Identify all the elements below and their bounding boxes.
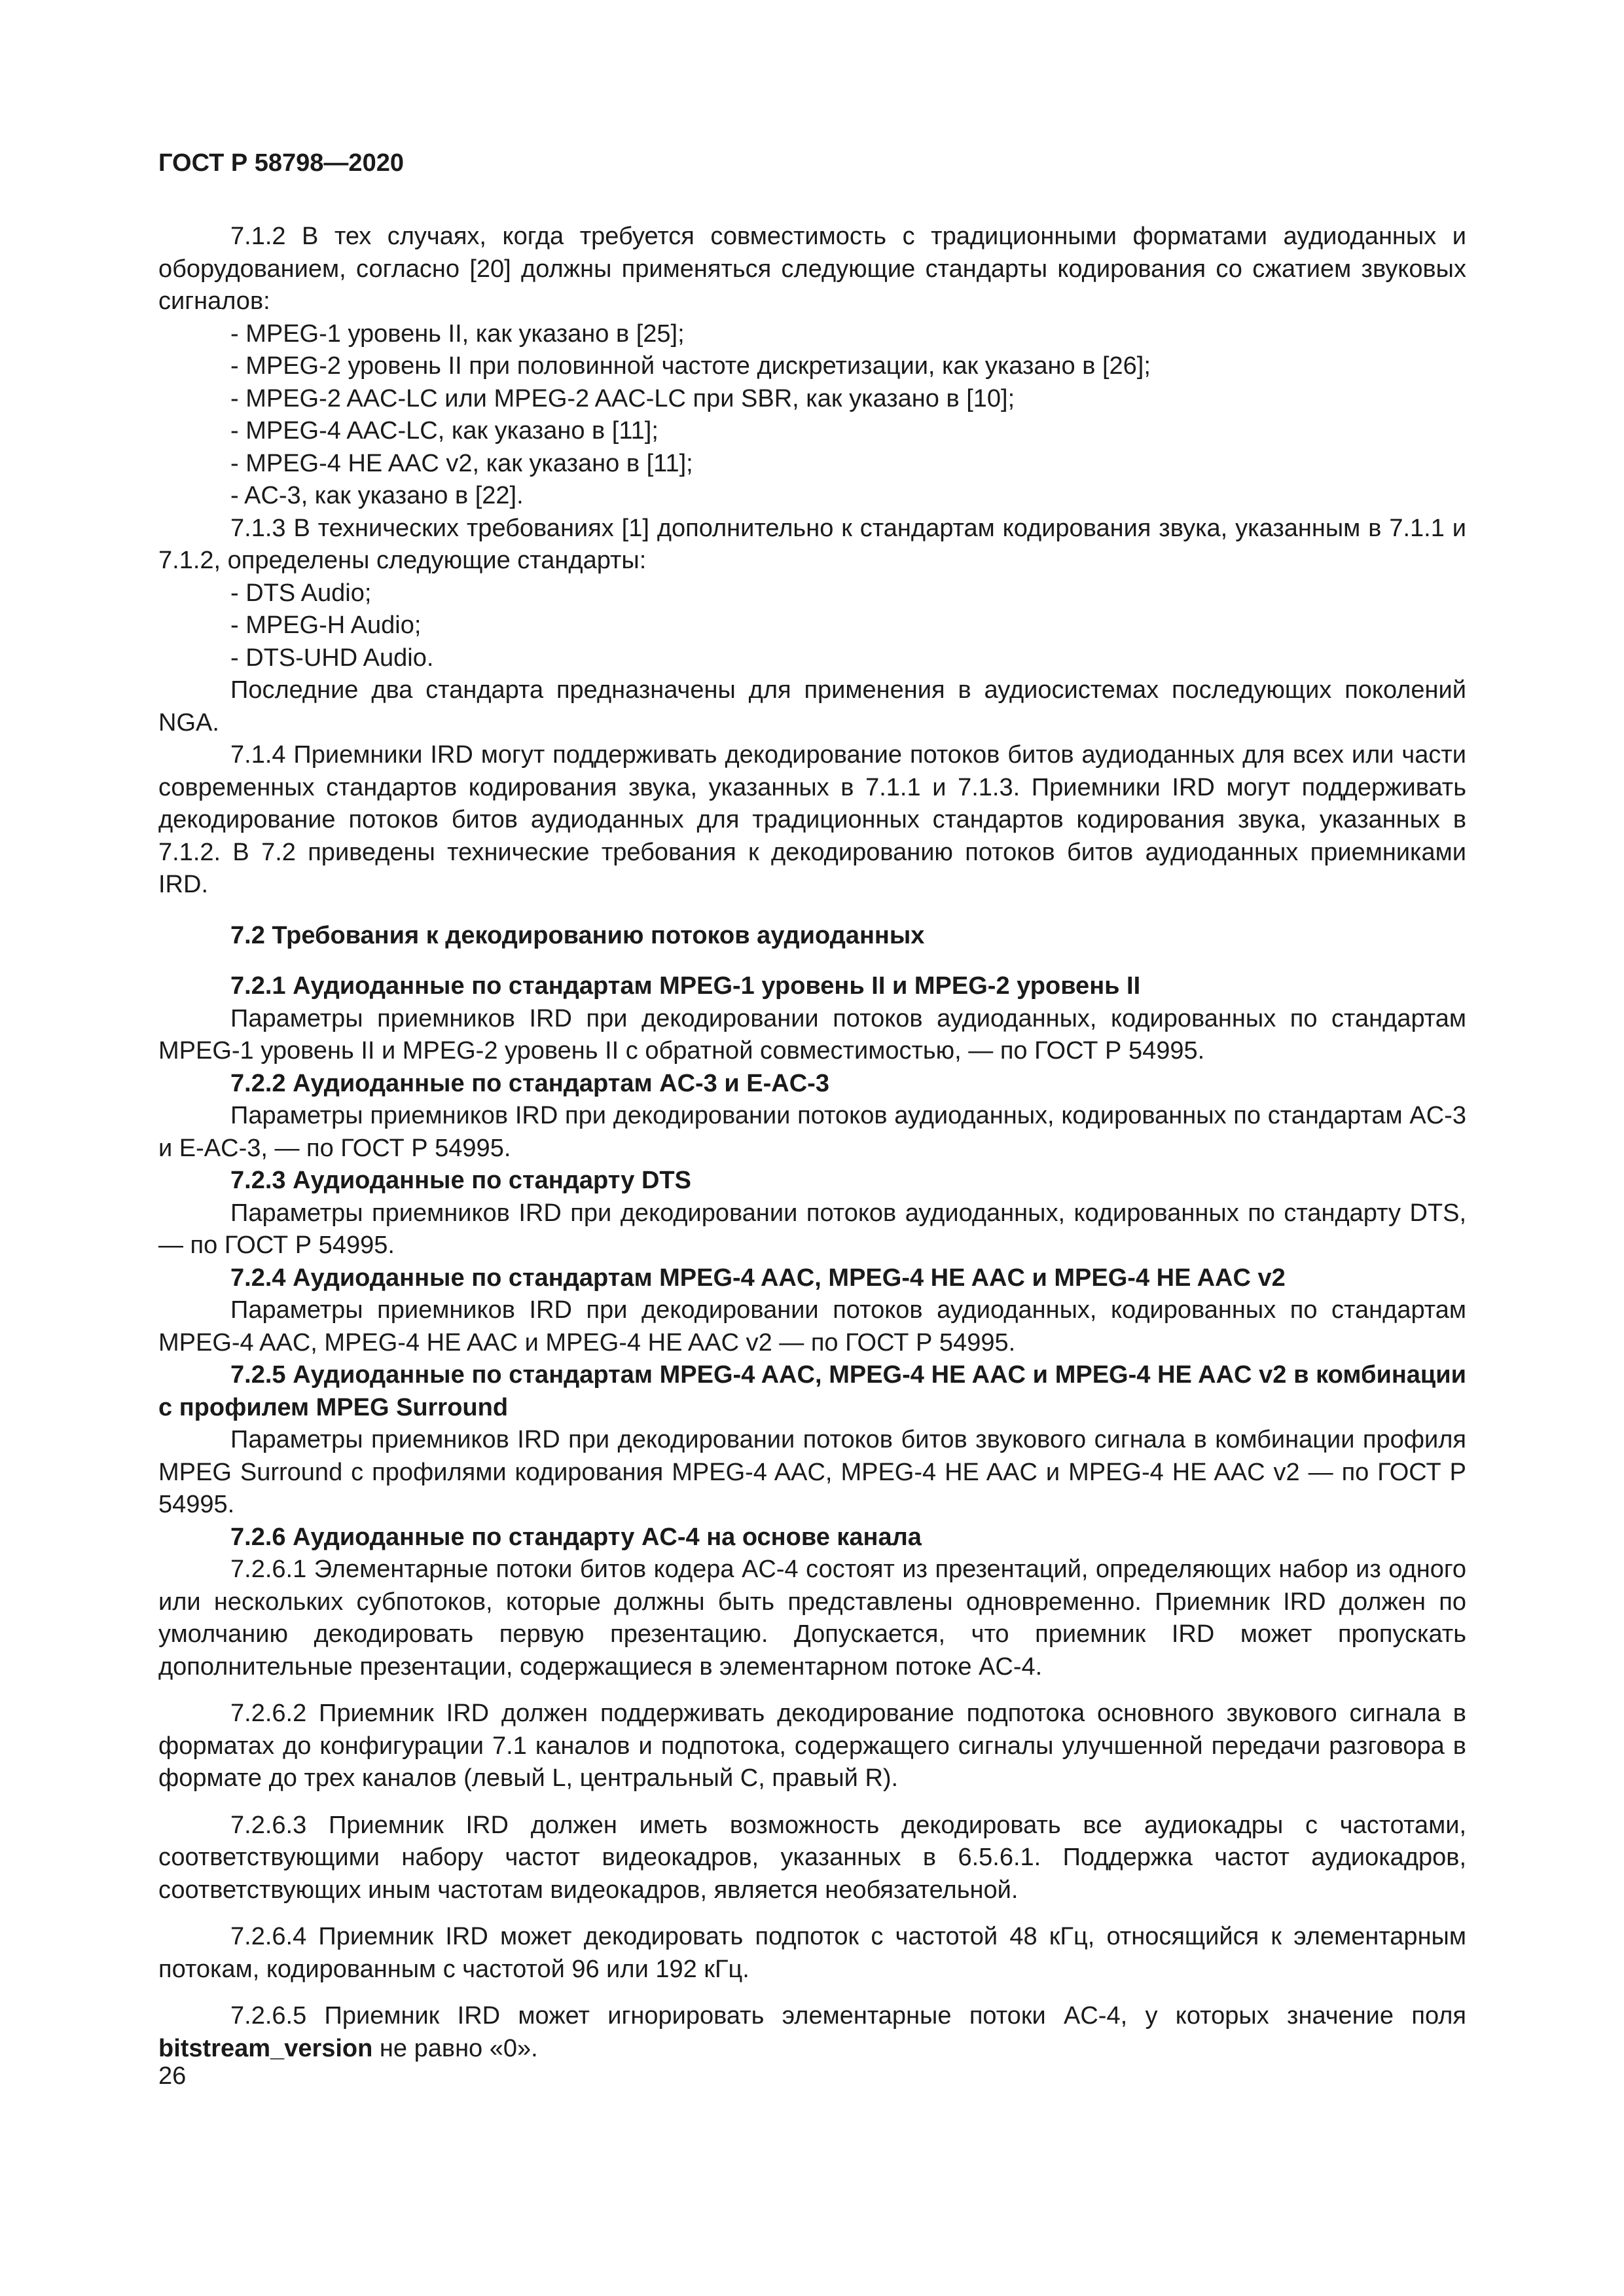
list-item: - MPEG-4 HE AAC v2, как указано в [11]; (230, 449, 693, 477)
paragraph-7-1-4: 7.1.4 Приемники IRD могут поддерживать декодирование потоков битов аудиоданных для всех или части современных стандартов кодирования звука, указанных в 7.1.1 и 7.1.3. Приемники IRD могут поддерживать декодирование потоков битов аудиоданных для традиционных стандартов кодирования звука, указанных в 7.1.2. В 7.2 приведены технические требования к декодированию потоков битов аудиоданных приемниками IRD. (158, 741, 1466, 898)
list-item: - DTS-UHD Audio. (230, 644, 434, 672)
list-item: - MPEG-1 уровень II, как указано в [25]; (230, 319, 685, 348)
subsection-heading-7-2-1: 7.2.1 Аудиоданные по стандартам MPEG-1 уровень II и MPEG-2 уровень II (230, 972, 1141, 1000)
paragraph-7-2-6-4: 7.2.6.4 Приемник IRD может декодировать подпоток с частотой 48 кГц, относящийся к элементарным потокам, кодированным с частотой 96 или 192 кГц. (158, 1923, 1466, 1983)
subsection-heading-7-2-3: 7.2.3 Аудиоданные по стандарту DTS (230, 1167, 691, 1194)
subsection-heading-7-2-2: 7.2.2 Аудиоданные по стандартам AC-3 и E-AC-3 (230, 1069, 829, 1097)
paragraph-7-2-6-5 (158, 2000, 1466, 2065)
paragraph-7-2-2: Параметры приемников IRD при декодировании потоков аудиоданных, кодированных по стандартам AC-3 и E-AC-3, — по ГОСТ Р 54995. (158, 1102, 1466, 1162)
page-body (158, 221, 1466, 2065)
paragraph-7-1-2: 7.1.2 В тех случаях, когда требуется совместимость с традиционными форматами аудиоданных и оборудованием, согласно [20] должны применяться следующие стандарты кодирования со сжатием звуковых сигналов: (158, 223, 1466, 315)
subsection-heading-7-2-6: 7.2.6 Аудиоданные по стандарту AC-4 на основе канала (230, 1523, 922, 1551)
paragraph-7-2-6-5-text-end: не равно «0». (372, 2034, 538, 2062)
section-heading-7-2: 7.2 Требования к декодированию потоков аудиоданных (230, 921, 925, 949)
document-code-header: ГОСТ Р 58798—2020 (158, 149, 404, 177)
paragraph-7-2-6-5-text-start: 7.2.6.5 Приемник IRD может игнорировать элементарные потоки AC-4, у которых значение поля (230, 2002, 1466, 2030)
list-item: - MPEG-4 AAC-LC, как указано в [11]; (230, 417, 659, 445)
page-number: 26 (158, 2062, 187, 2090)
paragraph-7-2-6-1: 7.2.6.1 Элементарные потоки битов кодера AC-4 состоят из презентаций, определяющих набор из одного или нескольких субпотоков, которые должны быть представлены одновременно. Приемник IRD должен по умолчанию декодировать первую презентацию. Допускается, что приемник IRD может пропускать дополнительные презентации, содержащиеся в элементарном потоке AC-4. (158, 1556, 1466, 1681)
list-item: - MPEG-2 AAC-LC или MPEG-2 AAC-LC при SBR, как указано в [10]; (230, 384, 1015, 412)
list-item: - AC-3, как указано в [22]. (230, 482, 524, 509)
paragraph-7-1-3: 7.1.3 В технических требованиях [1] дополнительно к стандартам кодирования звука, указанным в 7.1.1 и 7.1.2, определены следующие стандарты: (158, 514, 1466, 574)
paragraph-7-2-6-2: 7.2.6.2 Приемник IRD должен поддерживать декодирование подпотока основного звукового сигнала в форматах до конфигурации 7.1 каналов и подпотока, содержащего сигналы улучшенной передачи разговора в формате до трех каналов (левый L, центральный C, правый R). (158, 1700, 1466, 1792)
list-item: - MPEG-2 уровень II при половинной частоте дискретизации, как указано в [26]; (230, 352, 1151, 380)
paragraph-7-2-4: Параметры приемников IRD при декодировании потоков аудиоданных, кодированных по стандартам MPEG-4 AAC, MPEG-4 HE AAC и MPEG-4 HE AAC v2 — по ГОСТ Р 54995. (158, 1296, 1466, 1357)
paragraph-7-2-5: Параметры приемников IRD при декодировании потоков битов звукового сигнала в комбинации профиля MPEG Surround с профилями кодирования MPEG-4 AAC, MPEG-4 HE AAC и MPEG-4 HE AAC v2 — по ГОСТ Р 54995. (158, 1426, 1466, 1518)
bitstream-version-field-name: bitstream_version (158, 2034, 373, 2062)
paragraph-7-2-1: Параметры приемников IRD при декодировании потоков аудиоданных, кодированных по стандартам MPEG-1 уровень II и MPEG-2 уровень II с обратной совместимостью, — по ГОСТ Р 54995. (158, 1004, 1466, 1065)
subsection-heading-7-2-5: 7.2.5 Аудиоданные по стандартам MPEG-4 AAC, MPEG-4 HE AAC и MPEG-4 HE AAC v2 в комбинации с профилем MPEG Surround (158, 1361, 1467, 1421)
subsection-heading-7-2-4: 7.2.4 Аудиоданные по стандартам MPEG-4 AAC, MPEG-4 HE AAC и MPEG-4 HE AAC v2 (230, 1264, 1286, 1292)
paragraph-7-2-6-3: 7.2.6.3 Приемник IRD должен иметь возможность декодировать все аудиокадры с частотами, соответствующими набору частот видеокадров, указанных в 6.5.6.1. Поддержка частот аудиокадров, соответствующих иным частотам видеокадров, является необязательной. (158, 1811, 1466, 1904)
paragraph-7-2-3: Параметры приемников IRD при декодировании потоков аудиоданных, кодированных по стандарту DTS, — по ГОСТ Р 54995. (158, 1199, 1466, 1259)
list-item: - MPEG-H Audio; (230, 611, 422, 639)
list-item: - DTS Audio; (230, 579, 372, 607)
paragraph-nga-note: Последние два стандарта предназначены для применения в аудиосистемах последующих поколений NGA. (158, 676, 1466, 737)
